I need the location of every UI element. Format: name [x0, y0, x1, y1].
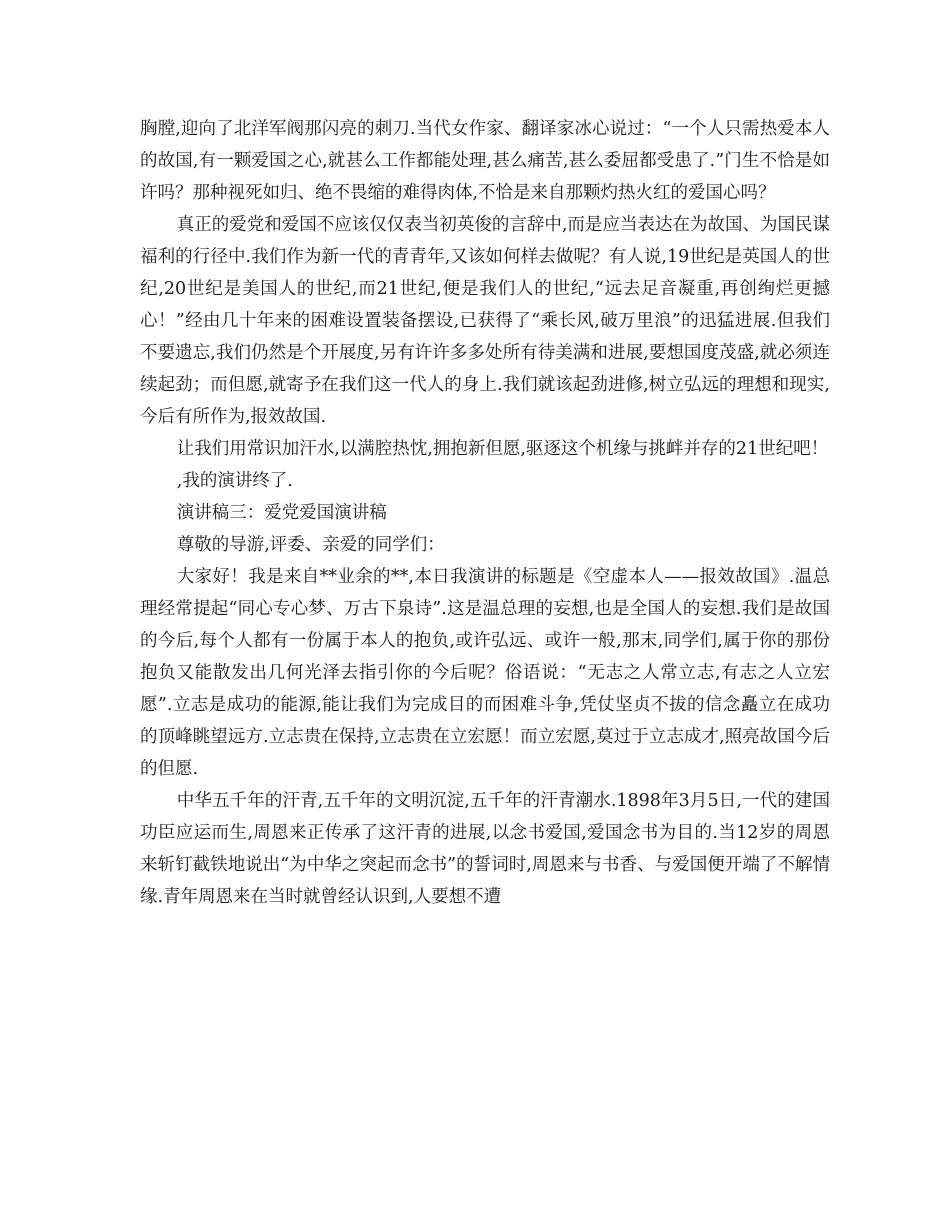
paragraph-closing: ,我的演讲终了.	[176, 471, 293, 491]
paragraph-4: 大家好！我是来自**业余的**,本日我演讲的标题是《空虚本人——报效故国》.温总理经常提起“同心专心梦、万古下泉诗”.这是温总理的妄想,也是全国人的妄想.我们是故国的今后,每个人都有一份属于本人的抱负,或许弘远、或许一般,那末,同学们,属于你的那份抱负又能散发出几何光泽去指引你的今后呢？俗语说：“无志之人常立志,有志之人立宏愿”.立志是成功的能源,能让我们为完成目的而困难斗争,凭仗坚贞不拔的信念矗立在成功的顶峰眺望远方.立志贵在保持,立志贵在立宏愿！而立宏愿,莫过于立志成才,照亮故国今后的但愿.	[140, 567, 830, 779]
paragraph-1: 胸膛,迎向了北洋军阀那闪亮的刺刀.当代女作家、翻译家冰心说过：“一个人只需热爱本人的故国,有一颗爱国之心,就甚么工作都能处理,甚么痛苦,甚么委屈都受患了.”门生不恰是如许吗？那种视死如归、绝不畏缩的难得肉体,不恰是来自那颗灼热火红的爱国心吗？	[140, 119, 830, 203]
paragraph-3: 让我们用常识加汗水,以满腔热忱,拥抱新但愿,驱逐这个机缘与挑衅并存的21世纪吧！	[176, 439, 829, 459]
paragraph-2: 真正的爱党和爱国不应该仅仅表当初英俊的言辞中,而是应当表达在为故国、为国民谋福利的行径中.我们作为新一代的青青年,又该如何样去做呢？有人说,19世纪是英国人的世纪,20世纪是美国人的世纪,而21世纪,便是我们人的世纪,“远去足音凝重,再创绚烂更撼心！”经由几十年来的困难设置装备摆设,已获得了“乘长风,破万里浪”的迅猛进展.但我们不要遗忘,我们仍然是个开展度,另有许许多多处所有待美满和进展,要想国度茂盛,就必须连续起劲；而但愿,就寄予在我们这一代人的身上.我们就该起劲进修,树立弘远的理想和现实,今后有所作为,报效故国.	[140, 215, 830, 427]
document-body	[140, 113, 830, 913]
section-heading: 演讲稿三：爱党爱国演讲稿	[176, 503, 387, 523]
salutation: 尊敬的导游,评委、亲爱的同学们：	[176, 535, 445, 555]
paragraph-5: 中华五千年的汗青,五千年的文明沉淀,五千年的汗青潮水.1898年3月5日,一代的建国功臣应运而生,周恩来正传承了这汗青的进展,以念书爱国,爱国念书为目的.当12岁的周恩来斩钉截铁地说出“为中华之突起而念书”的誓词时,周恩来与书香、与爱国便开端了不解情缘.青年周恩来在当时就曾经认识到,人要想不遭	[140, 791, 830, 907]
